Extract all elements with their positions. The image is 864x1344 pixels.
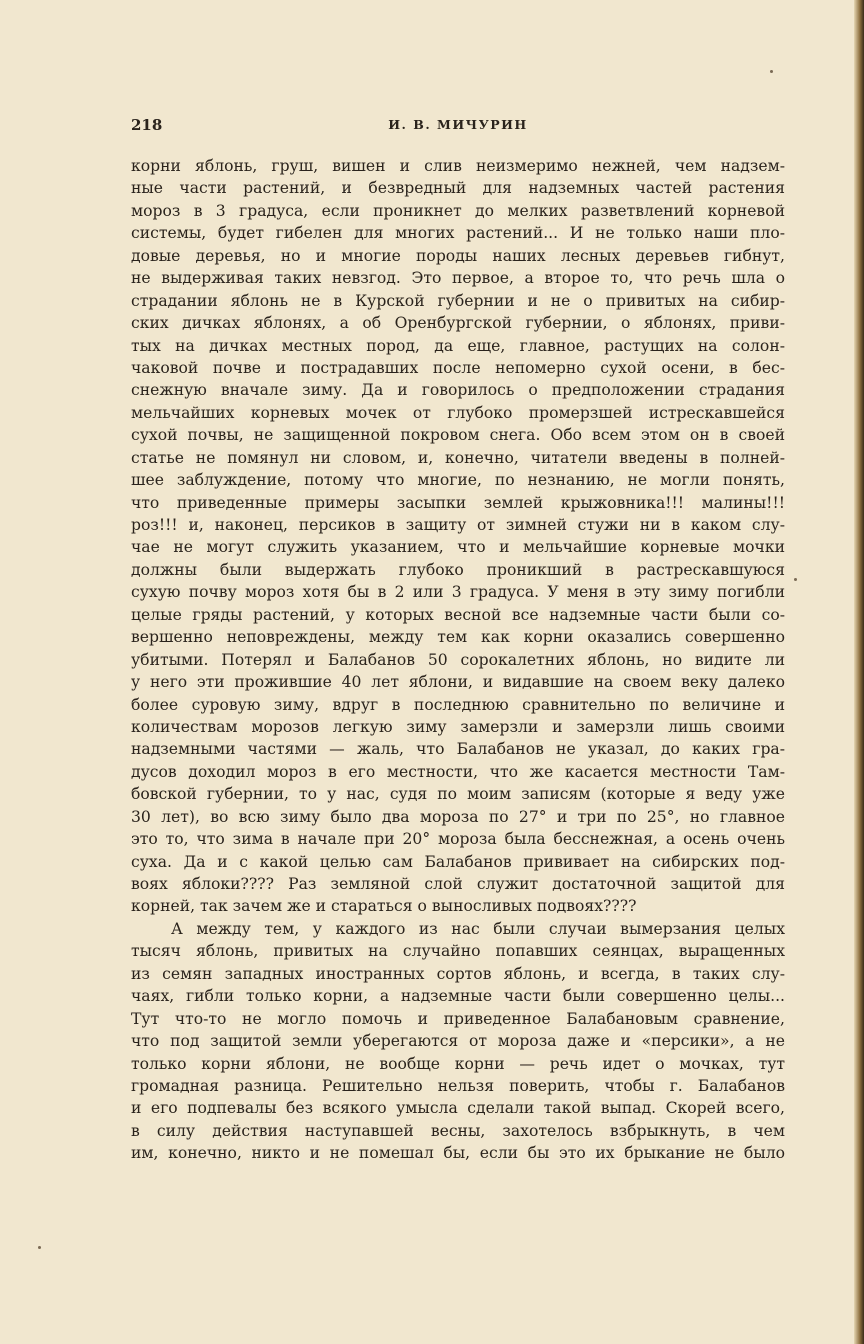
page-edge <box>854 0 864 1344</box>
text-line: 30 лет), во всю зиму было два мороза по 27° и три по 25°, но главное <box>131 807 785 826</box>
text-line: и его подпевалы без всякого умысла сделали такой выпад. Скорей всего, <box>131 1099 785 1118</box>
text-line: мельчайших корневых мочек от глубоко промерзшей истрескавшейся <box>131 403 785 422</box>
text-line: сухой почвы, не защищенной покровом снега. Обо всем этом он в своей <box>131 426 785 445</box>
text-line: тысяч яблонь, привитых на случайно попавших сеянцах, выращенных <box>131 942 785 961</box>
text-line: А между тем, у каждого из нас были случаи вымерзания целых <box>171 919 785 938</box>
text-line: роз!!! и, наконец, персиков в защиту от зимней стужи ни в каком слу- <box>131 516 785 534</box>
text-line: чае не могут служить указанием, что и мельчайшие корневые мочки <box>131 538 785 557</box>
paper-speck <box>794 578 797 581</box>
text-line: системы, будет гибелен для многих растений... И не только наши пло- <box>131 224 785 243</box>
text-line: что приведенные примеры засыпки землей крыжовника!!! малины!!! <box>131 493 785 512</box>
text-line: надземными частями — жаль, что Балабанов не указал, до каких гра- <box>131 740 785 759</box>
running-title: И. В. МИЧУРИН <box>388 117 528 132</box>
text-line: не выдерживая таких невзгод. Это первое, а второе то, что речь шла о <box>131 269 785 288</box>
text-line: только корни яблони, не вообще корни — речь идет о мочках, тут <box>131 1054 785 1073</box>
text-line: чаях, гибли только корни, а надземные части были совершенно целы... <box>131 987 785 1006</box>
text-line: ских дичках яблонях, а об Оренбургской губернии, о яблонях, приви- <box>131 314 785 333</box>
text-line: снежную вначале зиму. Да и говорилось о предположении страдания <box>131 381 785 400</box>
text-line: что под защитой земли уберегаются от мороза даже и «персики», а не <box>131 1032 785 1051</box>
text-line: должны были выдержать глубоко проникший в растрескавшуюся <box>131 560 785 579</box>
text-line: им, конечно, никто и не помешал бы, если бы это их брыкание не было <box>131 1144 785 1163</box>
text-line: убитыми. Потерял и Балабанов 50 сорокалетних яблонь, но видите ли <box>131 650 785 669</box>
paper-speck <box>770 70 773 73</box>
body-text <box>131 155 785 1165</box>
paper-speck <box>38 1246 41 1249</box>
text-line: дусов доходил мороз в его местности, что же касается местности Там- <box>131 762 785 781</box>
text-line: у него эти прожившие 40 лет яблони, и видавшие на своем веку далеко <box>131 673 785 692</box>
text-line: ные части растений, и безвредный для надземных частей растения <box>131 179 785 198</box>
text-line: довые деревья, но и многие породы наших лесных деревьев гибнут, <box>131 246 785 265</box>
text-line: чаковой почве и пострадавших после непомерно сухой осени, в бес- <box>131 358 785 377</box>
text-line: целые гряды растений, у которых весной все надземные части были со- <box>131 605 785 624</box>
text-line: количествам морозов легкую зиму замерзли и замерзли лишь своими <box>131 717 785 736</box>
page-number: 218 <box>131 116 163 134</box>
text-line: сухую почву мороз хотя бы в 2 или 3 градуса. У меня в эту зиму погибли <box>131 583 785 602</box>
text-line: громадная разница. Решительно нельзя поверить, чтобы г. Балабанов <box>131 1076 785 1095</box>
text-line: статье не помянул ни словом, и, конечно, читатели введены в полней- <box>131 448 785 467</box>
text-line: тых на дичках местных пород, да еще, главное, растущих на солон- <box>131 336 785 355</box>
text-line: Тут что-то не могло помочь и приведенное Балабановым сравнение, <box>131 1009 785 1028</box>
text-line: из семян западных иностранных сортов яблонь, и всегда, в таких слу- <box>131 964 785 983</box>
text-line: более суровую зиму, вдруг в последнюю сравнительно по величине и <box>131 695 785 714</box>
text-line: вершенно неповреждены, между тем как корни оказались совершенно <box>131 628 785 647</box>
text-line: воях яблоки???? Раз земляной слой служит достаточной защитой для <box>131 875 785 893</box>
page-header <box>131 116 785 140</box>
text-line: корни яблонь, груш, вишен и слив неизмеримо нежней, чем надзем- <box>131 157 785 175</box>
text-line: это то, что зима в начале при 20° мороза была бесснежная, а осень очень <box>131 830 785 849</box>
text-line: мороз в 3 градуса, если проникнет до мелких разветвлений корневой <box>131 201 785 220</box>
text-line: корней, так зачем же и стараться о выносливых подвоях???? <box>131 897 637 916</box>
text-line: в силу действия наступавшей весны, захотелось взбрыкнуть, в чем <box>131 1121 785 1140</box>
text-line: бовской губернии, то у нас, судя по моим записям (которые я веду уже <box>131 785 785 804</box>
text-line: суха. Да и с какой целью сам Балабанов прививает на сибирских под- <box>131 852 785 871</box>
text-line: шее заблуждение, потому что многие, по незнанию, не могли понять, <box>131 471 785 490</box>
text-line: страдании яблонь не в Курской губернии и не о привитых на сибир- <box>131 291 785 310</box>
